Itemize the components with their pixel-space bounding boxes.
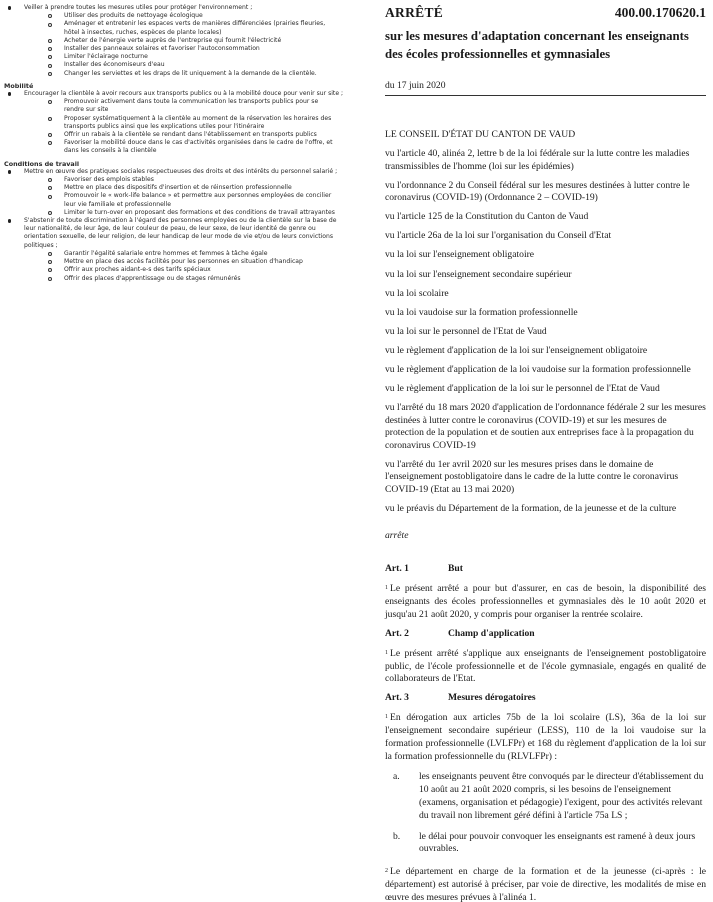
- paragraph-text: Le présent arrêté s'applique aux enseignants de l'enseignement postobligatoire public, de l'école professionnelle et de l'école gymnasiale, engagés en qualité de collaborateurs de l'Etat.: [385, 647, 706, 685]
- left-column: [6, 4, 346, 283]
- circle-bullet-icon: [48, 39, 52, 43]
- consideration-item: vu l'arrêté du 1er avril 2020 sur les mesures prises dans le domaine de l'enseignement postobligatoire dans le cadre de la lutte contre le coronavirus COVID-19 (Etat au 13 mai 2020): [385, 458, 679, 495]
- circle-bullet-icon: [48, 211, 52, 215]
- sub-bullet-item: [6, 275, 346, 283]
- sub-bullet-item: [6, 98, 346, 114]
- sub-bullet-item: [6, 266, 346, 274]
- consideration-item: vu l'arrêté du 18 mars 2020 d'application de l'ordonnance fédérale 2 sur les mesures destinées à lutter contre le coronavirus (COVID-19) et sur les mesures de protection de la population et de soutien aux entreprises face à la propagation du coronavirus COVID-19: [385, 402, 706, 451]
- sub-bullet-text: Changer les serviettes et les draps de lit uniquement à la demande de la clientèle.: [64, 69, 317, 77]
- circle-bullet-icon: [48, 186, 52, 190]
- item-label: a.: [393, 771, 400, 783]
- sub-bullet-text: Favoriser des emplois stables: [64, 176, 154, 184]
- document-title: ARRÊTÉ: [385, 5, 444, 20]
- paragraph-number: 1: [385, 714, 388, 721]
- mobility-sublist: [6, 98, 346, 155]
- bullet-dot-icon: [8, 219, 11, 222]
- article-title: Champ d'application: [448, 627, 535, 639]
- sub-bullet-item: [6, 115, 346, 131]
- consideration-item: vu le règlement d'application de la loi sur l'enseignement obligatoire: [385, 344, 648, 356]
- circle-bullet-icon: [48, 178, 52, 182]
- article-2-paragraph: [385, 648, 706, 686]
- bullet-discrimination: [6, 217, 346, 250]
- sub-bullet-item: [6, 192, 346, 208]
- bullet-text: Encourager la clientèle à avoir recours aux transports publics ou à la mobilité douce pour venir sur site ;: [24, 90, 344, 98]
- article-number: Art. 3: [385, 692, 409, 704]
- council-heading: LE CONSEIL D'ÉTAT DU CANTON DE VAUD: [385, 129, 576, 140]
- paragraph-number: 2: [385, 868, 388, 875]
- bullet-dot-icon: [8, 6, 11, 9]
- circle-bullet-icon: [48, 72, 52, 76]
- article-1-header: [385, 563, 706, 577]
- consideration-item: vu la loi scolaire: [385, 287, 449, 299]
- sub-bullet-text: Promouvoir le « work-life balance » et permettre aux personnes employées de concilier leur vie familiale et professionnelle: [64, 192, 332, 208]
- consideration-item: vu le règlement d'application de la loi vaudoise sur la formation professionnelle: [385, 364, 691, 376]
- bullet-mobility: [6, 90, 346, 98]
- sub-bullet-item: [6, 53, 346, 61]
- sub-bullet-item: [6, 61, 346, 69]
- circle-bullet-icon: [48, 268, 52, 272]
- consideration-item: vu la loi sur l'enseignement secondaire supérieur: [385, 268, 572, 280]
- consideration-item: vu l'article 26a de la loi sur l'organisation du Conseil d'Etat: [385, 230, 612, 242]
- sub-bullet-text: Mettre en place des accès facilités pour les personnes en situation d'handicap: [64, 258, 303, 266]
- article-3-items: [385, 771, 706, 856]
- sub-bullet-text: Aménager et entretenir les espaces verts de manières différenciées (prairies fleuries, hôtel à insectes, ruches, espèces de plante locales): [64, 20, 326, 36]
- discrimination-sublist: [6, 250, 346, 283]
- article-3-paragraph-2: [385, 866, 706, 902]
- circle-bullet-icon: [48, 14, 52, 18]
- circle-bullet-icon: [48, 141, 52, 145]
- bullet-text: Veiller à prendre toutes les mesures utiles pour protéger l'environnement ;: [24, 4, 253, 11]
- sub-bullet-item: [6, 209, 346, 217]
- consideration-item: vu la loi sur le personnel de l'Etat de Vaud: [385, 325, 547, 337]
- article-3-header: [385, 692, 706, 706]
- bullet-dot-icon: [8, 170, 11, 173]
- paragraph-text: Le département en charge de la formation et de la jeunesse (ci-après : le département) est autorisé à préciser, par voie de directive, les modalités de mise en œuvre des mesures prévues à l'alinéa 1.: [385, 866, 706, 902]
- item-label: b.: [393, 830, 401, 842]
- circle-bullet-icon: [48, 277, 52, 281]
- article-2-header: [385, 628, 706, 642]
- paragraph-text: Le présent arrêté a pour but d'assurer, en cas de besoin, la disponibilité des enseignants des écoles professionnelles et gymnasiales dès le 10 août 2020 et jusqu'au 21 août 2020, y compris pour organiser la rentrée scolaire.: [385, 583, 706, 620]
- item-text: les enseignants peuvent être convoqués par le directeur d'établissement du 10 août au 21 août 2020 compris, si les besoins de l'enseignement (examens, organisation et pédagogie) l'exigent, pour des activités relevant du travail non librement géré défini à l'article 75a LS ;: [419, 771, 704, 821]
- article-title: Mesures dérogatoires: [448, 692, 536, 704]
- circle-bullet-icon: [48, 117, 52, 121]
- sub-bullet-text: Proposer systématiquement à la clientèle au moment de la réservation les horaires des transports publics ainsi que les explications utiles pour l'itinéraire: [64, 114, 332, 130]
- right-column: [385, 4, 706, 902]
- bullet-text: Mettre en œuvre des pratiques sociales respectueuses des droits et des intérêts du personnel salarié ;: [24, 167, 338, 175]
- article-3-list-item: [385, 831, 706, 857]
- consideration-item: vu la loi sur l'enseignement obligatoire: [385, 249, 535, 261]
- section-heading-mobility: Mobilité: [4, 81, 34, 90]
- sub-bullet-text: Promouvoir activement dans toute la communication les transports publics pour se rendre sur site: [64, 98, 319, 114]
- sub-bullet-text: Limiter le turn-over en proposant des formations et des conditions de travail attrayantes: [64, 208, 335, 216]
- sub-bullet-text: Acheter de l'énergie verte auprès de l'entreprise qui fournit l'électricité: [64, 36, 282, 44]
- sub-bullet-text: Offrir des places d'apprentissage ou de stages rémunérés: [64, 274, 241, 282]
- document-header: [385, 4, 706, 26]
- considerations-list: [385, 148, 706, 515]
- sub-bullet-text: Installer des économiseurs d'eau: [64, 61, 165, 69]
- article-1-paragraph: [385, 583, 706, 621]
- sub-bullet-text: Installer des panneaux solaires et favoriser l'autoconsommation: [64, 45, 260, 53]
- article-3-paragraph-1: [385, 712, 706, 763]
- consideration-item: vu l'article 40, alinéa 2, lettre b de la loi fédérale sur la lutte contre les maladies transmissibles de l'homme (loi sur les épidémies): [385, 148, 690, 172]
- document-subtitle: sur les mesures d'adaptation concernant les enseignants des écoles professionnelles et gymnasiales: [385, 29, 689, 61]
- circle-bullet-icon: [48, 23, 52, 27]
- sub-bullet-item: [6, 20, 346, 36]
- sub-bullet-item: [6, 37, 346, 45]
- paragraph-number: 1: [385, 649, 388, 656]
- bullet-dot-icon: [8, 92, 11, 95]
- sub-bullet-item: [6, 45, 346, 53]
- circle-bullet-icon: [48, 100, 52, 104]
- circle-bullet-icon: [48, 133, 52, 137]
- bullet-text: S'abstenir de toute discrimination à l'égard des personnes employées ou de la clientèle sur la base de leur nationalité, de leur âge, de leur couleur de peau, de leur sexe, de leur identité de genre ou orientation sexuelle, de leur religion, de leur handicap de leur mode de vie et/ou de leurs convictions politiques ;: [24, 217, 337, 249]
- item-text: le délai pour pouvoir convoquer les enseignants est ramené à deux jours ouvrables.: [419, 830, 696, 855]
- circle-bullet-icon: [48, 252, 52, 256]
- document-date: du 17 juin 2020: [385, 80, 706, 96]
- sub-bullet-text: Favoriser la mobilité douce dans le cas d'activités organisées dans le cadre de l'offre, et dans les conseils à la clientèle: [64, 139, 333, 155]
- sub-bullet-text: Offrir un rabais à la clientèle se rendant dans l'établissement en transports publics: [64, 131, 317, 139]
- sub-bullet-text: Mettre en place des dispositifs d'insertion et de réinsertion professionnelle: [64, 184, 292, 192]
- consideration-item: vu l'article 125 de la Constitution du Canton de Vaud: [385, 211, 589, 223]
- article-3-list-item: [385, 771, 706, 822]
- paragraph-text: En dérogation aux articles 75b de la loi scolaire (LS), 36a de la loi sur l'enseignement secondaire supérieur (LESS), 110 de la loi vaudoise sur la formation professionnelle (LVLFPr) et 168 du règlement d'application de la loi sur la formation professionnelle du (RLVLFPr) :: [385, 712, 706, 762]
- sub-bullet-item: [6, 139, 346, 155]
- sub-bullet-text: Utiliser des produits de nettoyage écologique: [64, 12, 203, 20]
- bullet-work: [6, 168, 346, 176]
- circle-bullet-icon: [48, 47, 52, 51]
- sub-bullet-text: Limiter l'éclairage nocturne: [64, 53, 148, 61]
- article-title: But: [448, 563, 463, 575]
- article-number: Art. 2: [385, 627, 409, 639]
- bullet-environment: [6, 4, 346, 12]
- sub-bullet-item: [6, 250, 346, 258]
- document-number: 400.00.170620.1: [614, 5, 706, 20]
- section-heading-work: Conditions de travail: [4, 159, 80, 168]
- paragraph-number: 1: [385, 585, 388, 592]
- decree-word: arrête: [385, 530, 409, 542]
- sub-bullet-item: [6, 70, 346, 78]
- circle-bullet-icon: [48, 55, 52, 59]
- article-number: Art. 1: [385, 563, 409, 575]
- work-sublist: [6, 176, 346, 217]
- sub-bullet-text: Garantir l'égalité salariale entre hommes et femmes à tâche égale: [64, 249, 268, 257]
- consideration-item: vu le préavis du Département de la formation, de la jeunesse et de la culture: [385, 502, 677, 514]
- consideration-item: vu le règlement d'application de la loi sur le personnel de l'Etat de Vaud: [385, 383, 660, 395]
- env-sublist: [6, 12, 346, 78]
- consideration-item: vu la loi vaudoise sur la formation professionnelle: [385, 306, 578, 318]
- consideration-item: vu l'ordonnance 2 du Conseil fédéral sur les mesures destinées à lutter contre le coronavirus (COVID-19) (Ordonnance 2 – COVID-19): [385, 179, 690, 204]
- circle-bullet-icon: [48, 260, 52, 264]
- sub-bullet-text: Offrir aux proches aidant-e-s des tarifs spéciaux: [64, 266, 211, 274]
- circle-bullet-icon: [48, 195, 52, 199]
- circle-bullet-icon: [48, 64, 52, 68]
